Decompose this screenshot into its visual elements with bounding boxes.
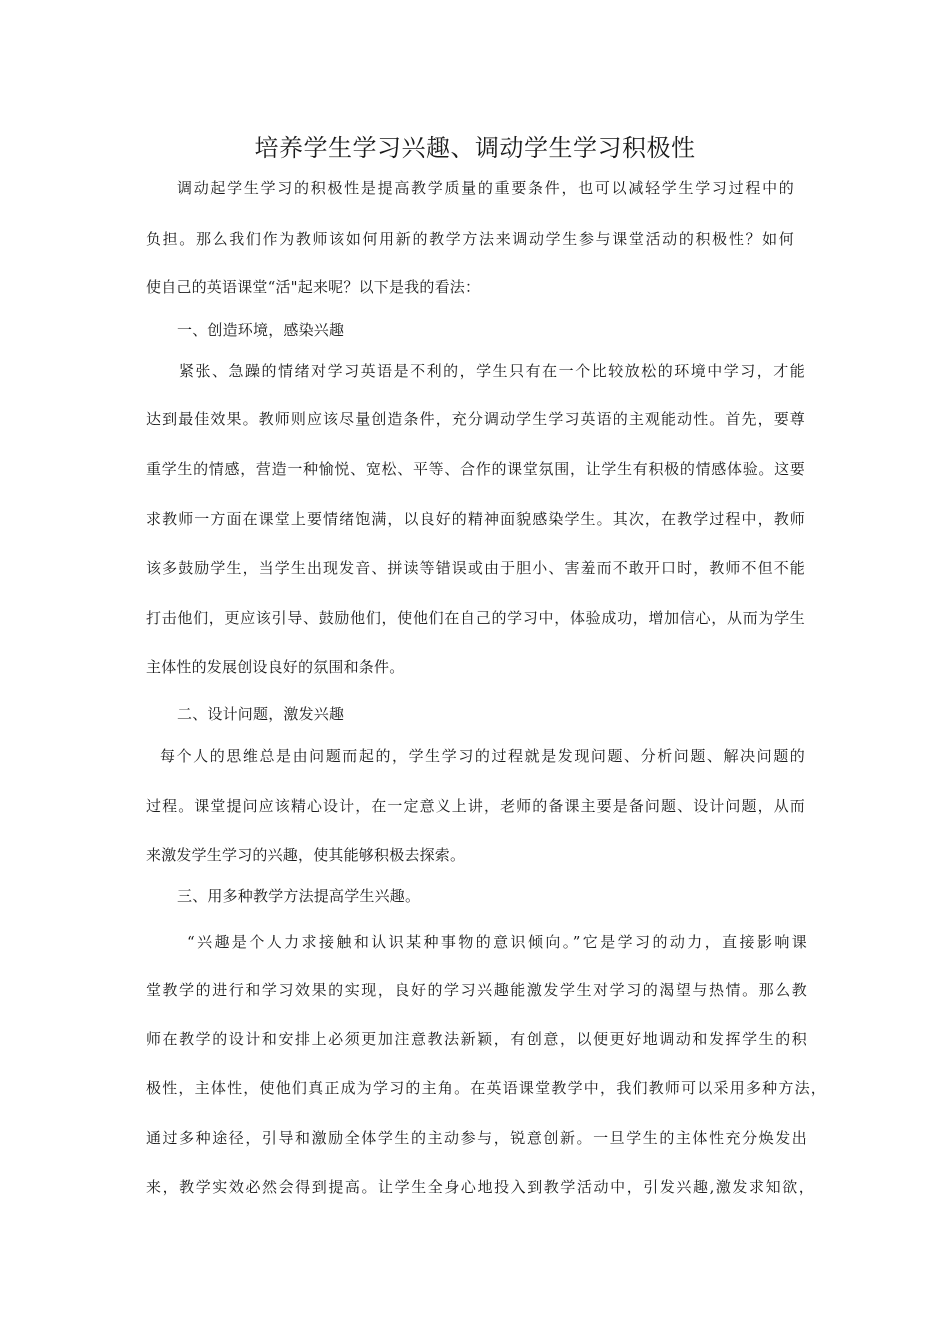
- paragraph-line: 该多鼓励学生，当学生出现发音、拼读等错误或由于胆小、害羞而不敢开口时，教师不但不能: [146, 559, 805, 577]
- paragraph-line: 过程。课堂提问应该精心设计，在一定意义上讲，老师的备课主要是备问题、设计问题，从而: [146, 797, 805, 815]
- paragraph-line: 打击他们，更应该引导、鼓励他们，使他们在自己的学习中，体验成功，增加信心，从而为学生: [146, 609, 805, 627]
- paragraph-line: 来，教学实效必然会得到提高。让学生全身心地投入到教学活动中，引发兴趣,激发求知欲，: [146, 1178, 814, 1196]
- section-heading: 三、用多种教学方法提高学生兴趣。: [177, 887, 421, 905]
- paragraph-line: 紧张、急躁的情绪对学习英语是不利的，学生只有在一个比较放松的环境中学习，才能: [179, 362, 805, 380]
- paragraph-line: 通过多种途径，引导和激励全体学生的主动参与，锐意创新。一旦学生的主体性充分焕发出: [146, 1129, 807, 1147]
- paragraph-line: 调动起学生学习的积极性是提高教学质量的重要条件，也可以减轻学生学习过程中的: [177, 179, 794, 197]
- section-heading: 二、设计问题，激发兴趣: [177, 705, 345, 723]
- paragraph-line: 求教师一方面在课堂上要情绪饱满，以良好的精神面貌感染学生。其次，在教学过程中，教师: [146, 510, 805, 528]
- paragraph-line: 重学生的情感，营造一种愉悦、宽松、平等、合作的课堂氛围，让学生有积极的情感体验。这要: [146, 460, 805, 478]
- paragraph-line: 堂教学的进行和学习效果的实现，良好的学习兴趣能激发学生对学习的渴望与热情。那么教: [146, 981, 807, 999]
- paragraph-line: 来激发学生学习的兴趣，使其能够积极去探索。: [146, 846, 466, 864]
- paragraph-line: 师在教学的设计和安排上必须更加注意教法新颖，有创意，以便更好地调动和发挥学生的积: [146, 1030, 807, 1048]
- paragraph-line: 极性，主体性，使他们真正成为学习的主角。在英语课堂教学中，我们教师可以采用多种方法，: [146, 1079, 826, 1097]
- paragraph-line: 每个人的思维总是由问题而起的，学生学习的过程就是发现问题、分析问题、解决问题的: [160, 747, 805, 765]
- paragraph-line: 负担。那么我们作为教师该如何用新的教学方法来调动学生参与课堂活动的积极性？如何: [146, 230, 794, 248]
- section-heading: 一、创造环境，感染兴趣: [177, 321, 345, 339]
- document-title: 培养学生学习兴趣、调动学生学习积极性: [254, 134, 696, 162]
- paragraph-line: 主体性的发展创设良好的氛围和条件。: [146, 658, 405, 676]
- paragraph-line: “兴趣是个人力求接触和认识某种事物的意识倾向。”它是学习的动力，直接影响课: [187, 933, 807, 951]
- paragraph-line: 达到最佳效果。教师则应该尽量创造条件，充分调动学生学习英语的主观能动性。首先，要尊: [146, 410, 805, 428]
- paragraph-line: 使自己的英语课堂“活"起来呢？以下是我的看法：: [146, 278, 481, 296]
